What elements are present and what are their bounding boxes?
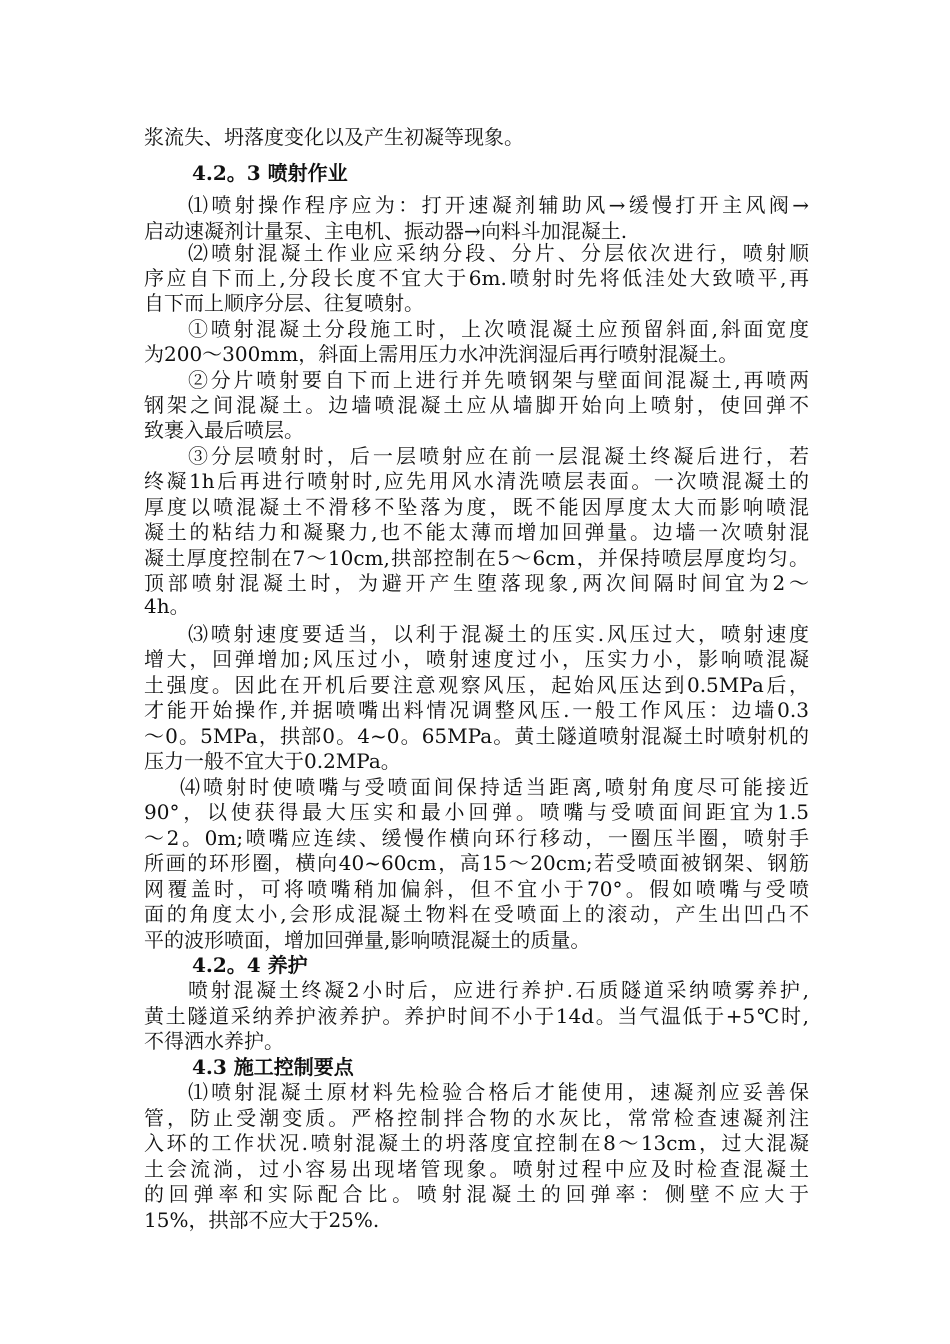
paragraph-line: 厚度以喷混凝土不滑移不坠落为度，既不能因厚度太大而影响喷混 <box>144 495 809 519</box>
paragraph-line: 凝土的粘结力和凝聚力,也不能太薄而增加回弹量。边墙一次喷射混 <box>144 520 809 544</box>
paragraph-line: 自下而上顺序分层、往复喷射。 <box>144 291 424 315</box>
paragraph-line: ～0。5MPa，拱部0。4~0。65MPa。黄土隧道喷射混凝土时喷射机的 <box>144 724 809 748</box>
paragraph-line: 土会流淌，过小容易出现堵管现象。喷射过程中应及时检查混凝土 <box>144 1157 809 1181</box>
paragraph-line: 才能开始操作,并据喷嘴出料情况调整风压.一般工作风压：边墙0.3 <box>144 698 809 722</box>
paragraph-line: 面的角度太小,会形成混凝土物料在受喷面上的滚动，产生出凹凸不 <box>144 902 809 926</box>
paragraph-line: ⑴喷射混凝土原材料先检验合格后才能使用，速凝剂应妥善保 <box>188 1080 809 1104</box>
paragraph-line: 致裹入最后喷层。 <box>144 418 304 442</box>
paragraph-line: ⑶喷射速度要适当，以利于混凝土的压实.风压过大，喷射速度 <box>188 622 809 646</box>
paragraph-line: 土强度。因此在开机后要注意观察风压，起始风压达到0.5MPa后， <box>144 673 809 697</box>
paragraph-line: 浆流失、坍落度变化以及产生初凝等现象。 <box>144 125 524 149</box>
paragraph-line: 喷射混凝土终凝2小时后，应进行养护.石质隧道采纳喷雾养护, <box>188 978 809 1002</box>
section-heading: 4.2。4 养护 <box>192 953 308 977</box>
paragraph-line: 管，防止受潮变质。严格控制拌合物的水灰比，常常检查速凝剂注 <box>144 1106 809 1130</box>
paragraph-line: 入环的工作状况.喷射混凝土的坍落度宜控制在8～13cm，过大混凝 <box>144 1131 809 1155</box>
paragraph-line: ③分层喷射时，后一层喷射应在前一层混凝土终凝后进行，若 <box>188 444 809 468</box>
paragraph-line: 压力一般不宜大于0.2MPa。 <box>144 749 401 773</box>
paragraph-line: 网覆盖时，可将喷嘴稍加偏斜，但不宜小于70°。假如喷嘴与受喷 <box>144 877 809 901</box>
paragraph-line: 90°，以使获得最大压实和最小回弹。喷嘴与受喷面间距宜为1.5 <box>144 800 809 824</box>
paragraph-line: 4h。 <box>144 594 190 618</box>
paragraph-line: 终凝1h后再进行喷射时,应先用风水清洗喷层表面。一次喷混凝土的 <box>144 469 809 493</box>
paragraph-line: 的回弹率和实际配合比。喷射混凝土的回弹率：侧壁不应大于 <box>144 1182 809 1206</box>
section-heading: 4.2。3 喷射作业 <box>192 161 348 185</box>
paragraph-line: 不得洒水养护。 <box>144 1029 284 1053</box>
paragraph-line: 启动速凝剂计量泵、主电机、振动器→向料斗加混凝土. <box>144 219 628 243</box>
paragraph-line: 序应自下而上,分段长度不宜大于6m.喷射时先将低洼处大致喷平,再 <box>144 266 809 290</box>
paragraph-line: 为200～300mm，斜面上需用压力水冲洗润湿后再行喷射混凝土。 <box>144 342 739 366</box>
paragraph-line: 黄土隧道采纳养护液养护。养护时间不小于14d。当气温低于+5℃时, <box>144 1004 809 1028</box>
paragraph-line: 增大，回弹增加;风压过小，喷射速度过小，压实力小，影响喷混凝 <box>144 647 809 671</box>
paragraph-line: ～2。0m;喷嘴应连续、缓慢作横向环行移动，一圈压半圈，喷射手 <box>144 826 809 850</box>
paragraph-line: ①喷射混凝土分段施工时，上次喷混凝土应预留斜面,斜面宽度 <box>188 317 809 341</box>
paragraph-line: ⑵喷射混凝土作业应采纳分段、分片、分层依次进行，喷射顺 <box>188 241 809 265</box>
paragraph-line: 平的波形喷面，增加回弹量,影响喷混凝土的质量。 <box>144 928 591 952</box>
paragraph-line: 15%，拱部不应大于25%. <box>144 1208 380 1232</box>
paragraph-line: ⑴喷射操作程序应为：打开速凝剂辅助风→缓慢打开主风阀→ <box>188 193 809 217</box>
paragraph-line: 顶部喷射混凝土时，为避开产生堕落现象,两次间隔时间宜为2～ <box>144 571 809 595</box>
paragraph-line: 所画的环形圈，横向40~60cm，高15～20cm;若受喷面被钢架、钢筋 <box>144 851 809 875</box>
paragraph-line: ②分片喷射要自下而上进行并先喷钢架与壁面间混凝土,再喷两 <box>188 368 809 392</box>
section-heading: 4.3 施工控制要点 <box>192 1055 354 1079</box>
paragraph-line: 凝土厚度控制在7～10cm,拱部控制在5～6cm，并保持喷层厚度均匀。 <box>144 546 809 570</box>
paragraph-line: 钢架之间混凝土。边墙喷混凝土应从墙脚开始向上喷射，使回弹不 <box>144 393 809 417</box>
paragraph-line: ⑷喷射时使喷嘴与受喷面间保持适当距离,喷射角度尽可能接近 <box>180 775 809 799</box>
